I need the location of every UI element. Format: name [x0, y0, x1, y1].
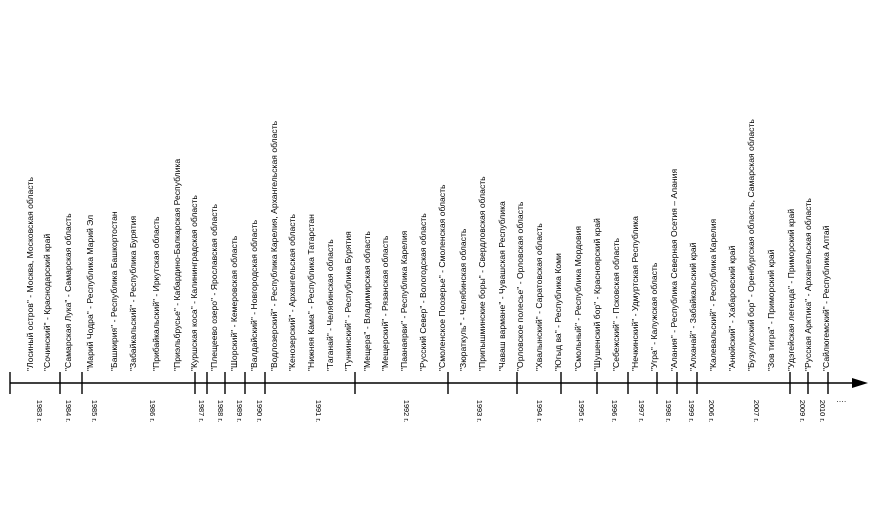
park-label: "Марий Чодра" - Республика Марий Эл	[85, 214, 95, 371]
park-label: "Хвалынский" - Саратовская область	[534, 223, 544, 371]
park-label: "Валдайский" - Новгородская область	[249, 219, 259, 371]
park-label: "Мещерский" - Рязанская область	[380, 235, 390, 371]
park-label: "Угра" - Калужская область	[649, 262, 659, 371]
park-label: "Смольный" - Республика Мордовия	[573, 225, 583, 371]
year-label: 1987 г.	[197, 399, 206, 423]
park-label: "Смоленское Поозерье" - Смоленская область	[437, 184, 447, 371]
year-label: 1995 г.	[577, 399, 586, 423]
park-label: "Орловское полесье" - Орловская область	[515, 201, 525, 371]
year-label: 1986 г.	[148, 399, 157, 423]
park-label: "Паанаярви" - Республика Карелия	[399, 230, 409, 371]
park-label: "Нижняя Кама" - Республика Татарстан	[306, 214, 316, 371]
year-label: 1991 г.	[314, 399, 323, 423]
park-label: "Шорский" - Кемеровская область	[229, 235, 239, 371]
park-label: "Тункинский" - Республика Бурятия	[343, 231, 353, 371]
park-label: "Шушенский бор" - Красноярский край	[592, 218, 602, 371]
park-label: "Таганай" - Челябинская область	[325, 239, 335, 371]
year-label: 1998 г.	[664, 399, 673, 423]
park-label: "Забайкальский" - Республика Бурятия	[128, 215, 138, 371]
park-label: "Кенозерский" - Архангельская область	[287, 214, 297, 371]
park-label: "Зов тигра" - Приморский край	[766, 249, 776, 371]
year-label: 1999 г.	[687, 399, 696, 423]
year-label: 1988 г.	[216, 399, 225, 423]
year-label: 2010 г.	[818, 399, 827, 423]
park-label: "Анюйский" - Хабаровский край	[727, 245, 737, 371]
year-label: 1984 г.	[64, 399, 73, 423]
park-label: "Плещеево озеро" - Ярославская область	[209, 204, 219, 371]
year-label: 1989 г.	[235, 399, 244, 423]
park-label: "Прибайкальский" - Иркутская область	[151, 216, 161, 371]
year-label: 1997 г.	[637, 399, 646, 423]
park-label: "Водлозерский" - Республика Карелия, Архангельская область	[269, 120, 279, 371]
park-label: "Самарская Лука" - Самарская область	[63, 213, 73, 371]
park-label: "Чаваш вармане" - Чувашская Республика	[497, 201, 507, 371]
park-label: "Бузулукский бор" - Оренбургская область, Самарская область	[746, 119, 756, 371]
year-label: 1983 г.	[35, 399, 44, 423]
park-label: "Себежский" - Псковская область	[611, 237, 621, 371]
park-label: "Зюраткуль" - Челябинская область	[458, 228, 468, 371]
park-label: "Удэгейская легенда" - Приморский край	[786, 208, 796, 371]
park-label: "Сайлюгемский" - Республика Алтай	[821, 225, 831, 371]
continuation-ellipsis: ….	[836, 395, 847, 404]
park-labels	[25, 119, 831, 371]
park-label: "Лосиный остров" - Москва, Московская область	[25, 177, 35, 371]
year-label: 2009 г.	[798, 399, 807, 423]
park-label: "Алханай" - Забайкальский край	[688, 242, 698, 371]
year-label: 1992 г.	[402, 399, 411, 423]
year-label: 1996 г.	[610, 399, 619, 423]
park-label: "Сочинский" - Краснодарский край	[42, 233, 52, 371]
park-label: "Куршская коса" - Калининградская область	[189, 195, 199, 371]
year-label: 2007 г.	[752, 399, 761, 423]
year-label: 1994 г.	[535, 399, 544, 423]
year-label: 1993 г.	[475, 399, 484, 423]
year-labels	[35, 400, 827, 422]
park-label: "Русская Арктика" - Архангельская область	[803, 198, 813, 371]
park-label: "Нечкинский" - Удмуртская Республика	[630, 216, 640, 371]
park-label: "Калевальский" - Республика Карелия	[708, 218, 718, 371]
park-label: "Приэльбрусье" - Кабардино-Балкарская Республика	[172, 158, 182, 371]
park-label: "Алания" - Республика Северная Осетия – Алания	[669, 168, 679, 371]
park-label: "Русский Север" - Вологодская область	[418, 213, 428, 371]
park-label: "Башкирия" - Республика Башкортостан	[109, 211, 119, 371]
park-label: "Югыд ва" - Республика Коми	[553, 253, 563, 371]
year-label: 1990 г.	[255, 399, 264, 423]
park-label: "Припышминские боры" - Свердловская область	[477, 176, 487, 371]
year-label: 2006 г.	[707, 399, 716, 423]
timeline-arrowhead	[852, 378, 868, 388]
park-label: "Мещера" - Владимирская область	[362, 231, 372, 371]
year-label: 1985 г.	[90, 399, 99, 423]
